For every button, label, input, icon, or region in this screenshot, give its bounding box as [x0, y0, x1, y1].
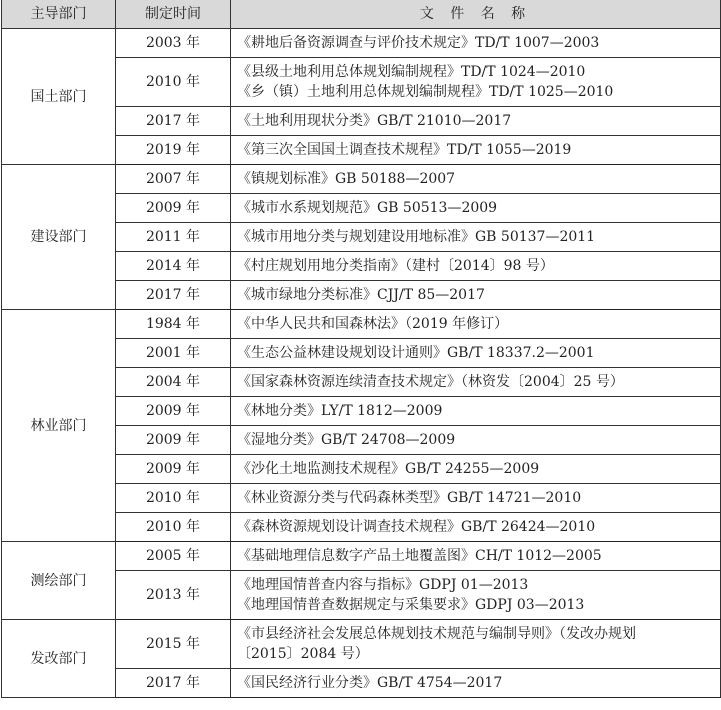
- document-cell: [231, 223, 721, 252]
- document-title: 《中华人民共和国森林法》（2019 年修订）: [237, 316, 509, 332]
- document-cell: [231, 29, 721, 58]
- document-title: 《镇规划标准》GB 50188—2007: [237, 171, 456, 187]
- document-cell: [231, 426, 721, 455]
- document-title: 《第三次全国国土调查技术规程》TD/T 1055—2019: [237, 142, 572, 158]
- document-cell: [231, 455, 721, 484]
- year-cell: 2014 年: [116, 252, 231, 281]
- year-cell: 2010 年: [116, 58, 231, 107]
- document-title: 《森林资源规划设计调查技术规程》GB/T 26424—2010: [237, 519, 596, 535]
- year-cell: 2010 年: [116, 513, 231, 542]
- document-cell: [231, 281, 721, 310]
- year-cell: 1984 年: [116, 310, 231, 339]
- year-cell: 2009 年: [116, 455, 231, 484]
- document-title: 《城市水系规划规范》GB 50513—2009: [237, 200, 498, 216]
- document-cell: [231, 194, 721, 223]
- year-cell: 2007 年: [116, 165, 231, 194]
- document-title: 《地理国情普查数据规定与采集要求》GDPJ 03—2013: [237, 597, 585, 613]
- document-title: 《湿地分类》GB/T 24708—2009: [237, 432, 456, 448]
- document-title: 《城市绿地分类标准》CJJ/T 85—2017: [237, 287, 485, 303]
- table-header: [2, 0, 721, 29]
- year-cell: 2005 年: [116, 542, 231, 571]
- document-title: 《国家森林资源连续清查技术规定》（林资发〔2004〕25 号）: [237, 374, 624, 390]
- document-cell: [231, 165, 721, 194]
- document-title: 《市县经济社会发展总体规划技术规范与编制导则》（发改办规划: [237, 626, 636, 642]
- document-cell: [231, 107, 721, 136]
- year-cell: 2017 年: [116, 669, 231, 698]
- document-title: 《城市用地分类与规划建设用地标准》GB 50137—2011: [237, 229, 596, 245]
- year-cell: 2013 年: [116, 571, 231, 620]
- year-cell: 2009 年: [116, 426, 231, 455]
- document-title: 《耕地后备资源调查与评价技术规定》TD/T 1007—2003: [237, 35, 600, 51]
- document-cell: [231, 571, 721, 620]
- document-title: 《基础地理信息数字产品土地覆盖图》CH/T 1012—2005: [237, 548, 602, 564]
- standards-table: [1, 0, 721, 698]
- year-cell: 2009 年: [116, 397, 231, 426]
- department-cell: 测绘部门: [2, 542, 116, 620]
- year-cell: 2011 年: [116, 223, 231, 252]
- header-department: 主导部门: [2, 0, 116, 29]
- year-cell: 2004 年: [116, 368, 231, 397]
- header-year: 制定时间: [116, 0, 231, 29]
- year-cell: 2015 年: [116, 620, 231, 669]
- table-body: [2, 29, 721, 698]
- document-title: 《生态公益林建设规划设计通则》GB/T 18337.2—2001: [237, 345, 595, 361]
- department-cell: 发改部门: [2, 620, 116, 698]
- year-cell: 2003 年: [116, 29, 231, 58]
- document-title: 〔2015〕2084 号）: [237, 646, 369, 662]
- document-title: 《地理国情普查内容与指标》GDPJ 01—2013: [237, 577, 529, 593]
- document-cell: [231, 669, 721, 698]
- table-row: [2, 165, 721, 194]
- department-cell: 林业部门: [2, 310, 116, 542]
- department-cell: 国土部门: [2, 29, 116, 165]
- year-cell: 2010 年: [116, 484, 231, 513]
- document-cell: [231, 368, 721, 397]
- document-title: 《林地分类》LY/T 1812—2009: [237, 403, 443, 419]
- department-cell: 建设部门: [2, 165, 116, 310]
- document-title: 《土地利用现状分类》GB/T 21010—2017: [237, 113, 512, 129]
- document-cell: [231, 252, 721, 281]
- document-title: 《林业资源分类与代码森林类型》GB/T 14721—2010: [237, 490, 582, 506]
- document-cell: [231, 620, 721, 669]
- table-row: [2, 29, 721, 58]
- year-cell: 2017 年: [116, 281, 231, 310]
- document-cell: [231, 542, 721, 571]
- table-row: [2, 310, 721, 339]
- document-cell: [231, 397, 721, 426]
- year-cell: 2001 年: [116, 339, 231, 368]
- table-row: [2, 542, 721, 571]
- document-cell: [231, 339, 721, 368]
- year-cell: 2009 年: [116, 194, 231, 223]
- document-cell: [231, 58, 721, 107]
- document-title: 《县级土地利用总体规划编制规程》TD/T 1024—2010: [237, 64, 586, 80]
- document-cell: [231, 136, 721, 165]
- document-cell: [231, 310, 721, 339]
- table-row: [2, 620, 721, 669]
- year-cell: 2019 年: [116, 136, 231, 165]
- document-title: 《村庄规划用地分类指南》（建村〔2014〕98 号）: [237, 258, 554, 274]
- document-cell: [231, 484, 721, 513]
- header-document-name: 文 件 名 称: [231, 0, 721, 29]
- year-cell: 2017 年: [116, 107, 231, 136]
- document-title: 《国民经济行业分类》GB/T 4754—2017: [237, 675, 503, 691]
- document-title: 《沙化土地监测技术规程》GB/T 24255—2009: [237, 461, 540, 477]
- document-title: 《乡（镇）土地利用总体规划编制规程》TD/T 1025—2010: [237, 84, 614, 100]
- document-cell: [231, 513, 721, 542]
